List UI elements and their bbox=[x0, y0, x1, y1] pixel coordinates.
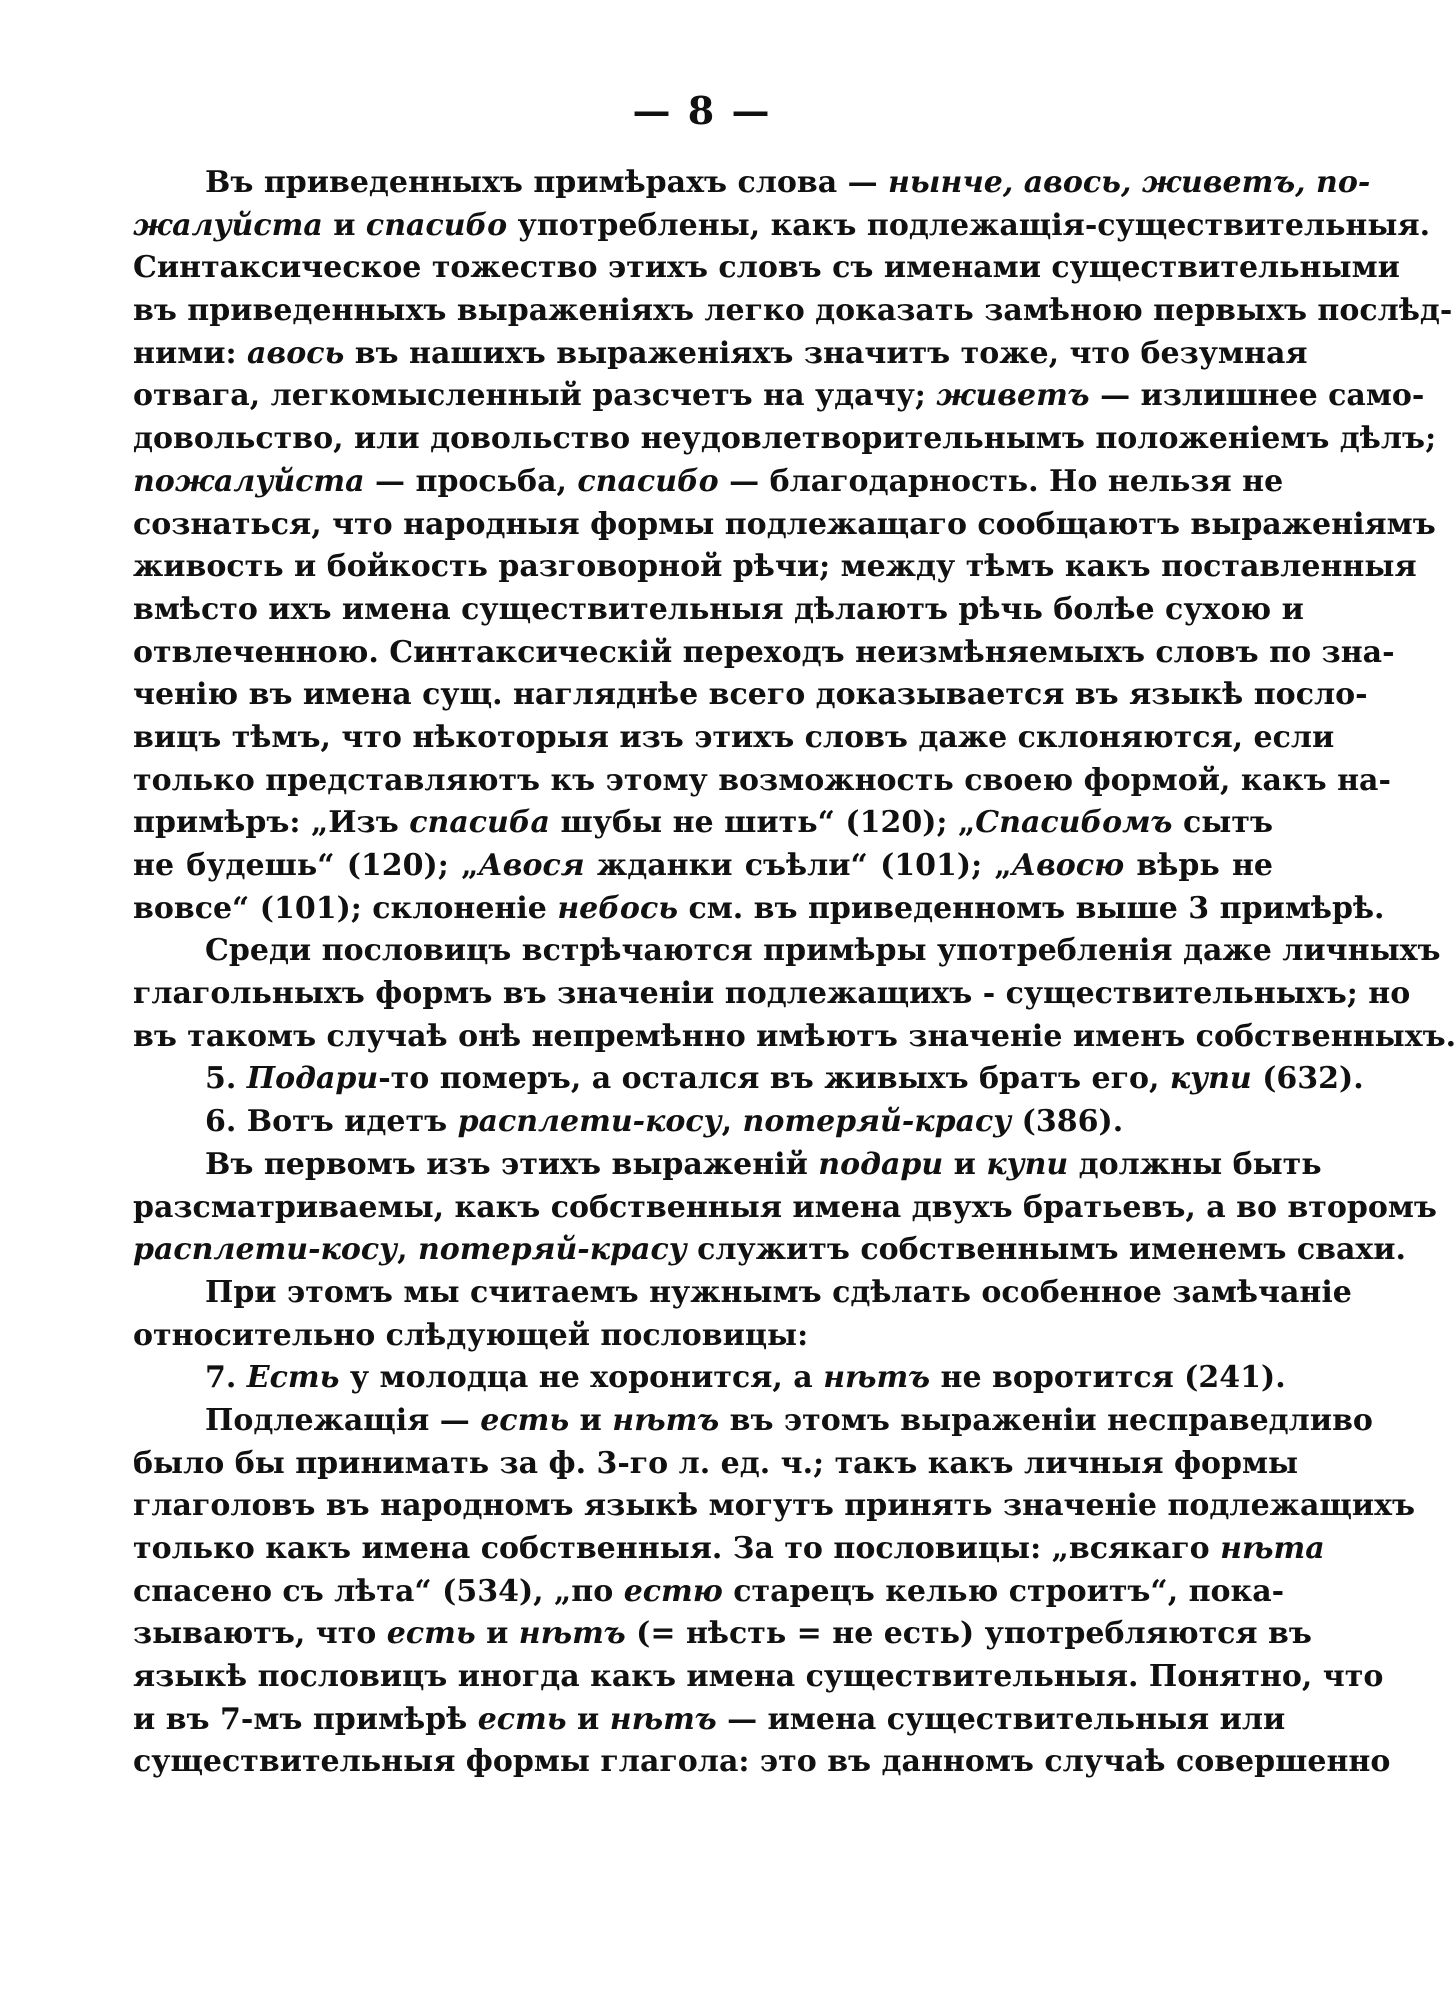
text-segment: — просьба, bbox=[364, 463, 578, 499]
italic-term: естю bbox=[623, 1573, 723, 1609]
text-segment: вицъ тѣмъ, что нѣкоторыя изъ этихъ словъ даже склоняются, если bbox=[133, 719, 1335, 755]
text-segment: и bbox=[566, 1701, 610, 1737]
text-segment: , bbox=[721, 1104, 743, 1140]
italic-term: есть bbox=[480, 1402, 570, 1438]
text-segment: зываютъ, что bbox=[133, 1616, 387, 1652]
italic-term: расплети-косу bbox=[133, 1232, 398, 1268]
text-line bbox=[133, 1613, 1312, 1656]
text-segment: и bbox=[475, 1616, 519, 1652]
italic-term: купи bbox=[1169, 1061, 1252, 1097]
italic-term: спасибо bbox=[365, 207, 508, 243]
text-segment: Среди пословицъ встрѣчаются примѣры употребленія даже личныхъ bbox=[205, 933, 1441, 969]
text-line bbox=[133, 1741, 1391, 1784]
italic-term: спасиба bbox=[409, 805, 550, 841]
text-segment: въ такомъ случаѣ онѣ непремѣнно имѣютъ значеніе именъ собственныхъ. bbox=[133, 1018, 1456, 1054]
text-segment: и въ 7-мъ примѣрѣ bbox=[133, 1701, 478, 1737]
text-segment: въ приведенныхъ выраженіяхъ легко доказать замѣною первыхъ послѣд- bbox=[133, 293, 1453, 329]
text-segment: языкѣ пословицъ иногда какъ имена существительныя. Понятно, что bbox=[133, 1659, 1384, 1695]
text-line bbox=[133, 973, 1411, 1016]
text-segment: сытъ bbox=[1172, 805, 1273, 841]
page-number: — 8 — bbox=[632, 88, 772, 133]
italic-term: Подари bbox=[246, 1061, 379, 1097]
text-line bbox=[133, 930, 1441, 973]
text-segment: и bbox=[569, 1402, 613, 1438]
text-segment: — имена существительныя или bbox=[716, 1701, 1286, 1737]
text-line bbox=[133, 1357, 1286, 1400]
text-segment: (= нѣсть = не есть) употребляются въ bbox=[625, 1616, 1312, 1652]
text-segment: было бы принимать за ф. 3-го л. ед. ч.; такъ какъ личныя формы bbox=[133, 1445, 1299, 1481]
text-line bbox=[133, 1187, 1437, 1230]
italic-term: спасибо bbox=[577, 463, 719, 499]
text-segment: глагольныхъ формъ въ значеніи подлежащихъ - существительныхъ; но bbox=[133, 976, 1411, 1012]
text-segment: употреблены, какъ подлежащія-существительныя. bbox=[507, 207, 1431, 243]
text-segment: см. въ приведенномъ выше 3 примѣрѣ. bbox=[678, 890, 1385, 926]
text-segment: ними: bbox=[133, 335, 248, 371]
text-line bbox=[133, 290, 1453, 333]
text-segment: вмѣсто ихъ имена существительныя дѣлаютъ рѣчь болѣе сухою и bbox=[133, 591, 1304, 627]
text-segment: живость и бойкость разговорной рѣчи; между тѣмъ какъ поставленныя bbox=[133, 549, 1417, 585]
italic-term: нѣтъ bbox=[823, 1360, 931, 1396]
text-segment: должны быть bbox=[1068, 1146, 1322, 1182]
italic-term: небось bbox=[557, 890, 679, 926]
italic-term: нынче, авось, живетъ, по- bbox=[888, 165, 1371, 200]
text-line bbox=[133, 1528, 1325, 1571]
text-segment: жданки съѣли“ (101); „ bbox=[584, 848, 1012, 883]
text-segment: сознаться, что народныя формы подлежащаго сообщаютъ выраженіямъ bbox=[133, 506, 1436, 542]
text-segment: -то померъ, а остался въ живыхъ братъ его, bbox=[378, 1061, 1170, 1097]
text-line bbox=[133, 375, 1425, 418]
text-segment: отвлеченною. Синтаксическій переходъ неизмѣняемыхъ словъ по зна- bbox=[133, 634, 1395, 670]
italic-term: есть bbox=[386, 1616, 476, 1652]
text-segment: и bbox=[943, 1146, 987, 1182]
italic-term: нѣтъ bbox=[612, 1402, 720, 1438]
text-line bbox=[133, 162, 1371, 205]
text-segment: только какъ имена собственныя. За то пословицы: „всякаго bbox=[133, 1531, 1221, 1566]
text-line bbox=[133, 1144, 1322, 1187]
text-segment: служитъ собственнымъ именемъ свахи. bbox=[686, 1232, 1406, 1268]
text-segment: (386). bbox=[1011, 1104, 1124, 1140]
italic-term: потеряй-красу bbox=[742, 1104, 1012, 1140]
italic-term: купи bbox=[986, 1146, 1069, 1182]
text-line bbox=[133, 888, 1385, 931]
text-segment: , bbox=[397, 1232, 418, 1268]
text-segment: не будешь“ (120); „ bbox=[133, 848, 479, 883]
text-line bbox=[133, 461, 1284, 504]
text-line bbox=[133, 1656, 1384, 1699]
text-line bbox=[133, 1400, 1373, 1443]
text-segment: Въ приведенныхъ примѣрахъ слова — bbox=[205, 165, 889, 200]
italic-term: Спасибомъ bbox=[975, 805, 1173, 841]
text-segment: 7. bbox=[205, 1360, 247, 1396]
text-segment: и bbox=[322, 207, 366, 243]
text-segment: примѣръ: „Изъ bbox=[133, 805, 410, 841]
text-segment: старецъ келью строитъ“, пока- bbox=[722, 1573, 1285, 1609]
text-segment: Подлежащія — bbox=[205, 1402, 481, 1438]
text-line bbox=[133, 247, 1400, 290]
italic-term: Есть bbox=[246, 1360, 340, 1396]
text-line bbox=[133, 1315, 1273, 1358]
text-segment: только представляютъ къ этому возможность своею формой, какъ на- bbox=[133, 762, 1391, 798]
text-line bbox=[133, 418, 1437, 461]
text-line bbox=[133, 546, 1417, 589]
text-segment: не воротится (241). bbox=[930, 1360, 1286, 1396]
text-line bbox=[133, 845, 1273, 888]
text-line bbox=[133, 205, 1431, 248]
text-segment: вовсе“ (101); склоненіе bbox=[133, 890, 558, 926]
text-line bbox=[133, 1699, 1286, 1742]
text-line bbox=[133, 1571, 1285, 1614]
text-segment: — благодарность. Но нельзя не bbox=[718, 463, 1284, 499]
text-segment: спасено съ лѣта“ (534), „по bbox=[133, 1573, 624, 1609]
italic-term: потеряй-красу bbox=[417, 1232, 687, 1268]
text-line bbox=[133, 1443, 1299, 1486]
text-line bbox=[133, 504, 1436, 547]
text-segment: — излишнее само- bbox=[1089, 378, 1425, 414]
text-line bbox=[133, 1058, 1364, 1101]
text-segment: относительно слѣдующей пословицы: bbox=[133, 1317, 809, 1353]
text-segment: довольство, или довольство неудовлетворительнымъ положеніемъ дѣлъ; bbox=[133, 421, 1437, 457]
italic-term: авось bbox=[247, 335, 345, 371]
text-segment: въ нашихъ выраженіяхъ значитъ тоже, что безумная bbox=[344, 335, 1308, 371]
text-line bbox=[133, 1485, 1416, 1528]
text-segment: отвага, легкомысленный разсчетъ на удачу; bbox=[133, 378, 937, 414]
text-line bbox=[133, 1272, 1352, 1315]
italic-term: нѣтъ bbox=[609, 1701, 717, 1737]
italic-term: нѣтъ bbox=[518, 1616, 626, 1652]
text-segment: разсматриваемы, какъ собственныя имена двухъ братьевъ, а во второмъ bbox=[133, 1189, 1437, 1225]
text-line bbox=[133, 674, 1368, 717]
italic-term: подари bbox=[818, 1146, 944, 1182]
text-segment: 5. bbox=[205, 1061, 247, 1097]
text-line bbox=[133, 1229, 1406, 1272]
text-segment: ченію въ имена сущ. нагляднѣе всего доказывается въ языкѣ посло- bbox=[133, 677, 1368, 713]
text-line bbox=[133, 802, 1273, 845]
text-line bbox=[133, 632, 1395, 675]
text-segment: Синтаксическое тожество этихъ словъ съ именами существительными bbox=[133, 250, 1400, 286]
text-segment: (632). bbox=[1251, 1061, 1364, 1097]
text-segment: у молодца не хоронится, а bbox=[339, 1360, 824, 1396]
italic-term: пожалуйста bbox=[133, 463, 365, 499]
italic-term: живетъ bbox=[936, 378, 1090, 414]
text-line bbox=[133, 717, 1335, 760]
text-line bbox=[133, 333, 1308, 376]
text-line bbox=[133, 760, 1391, 803]
text-line bbox=[133, 1016, 1456, 1059]
text-segment: въ этомъ выраженіи несправедливо bbox=[719, 1402, 1373, 1438]
italic-term: нѣта bbox=[1220, 1531, 1325, 1566]
text-segment: вѣрь не bbox=[1124, 848, 1273, 883]
italic-term: расплети-косу bbox=[457, 1104, 722, 1140]
text-segment: глаголовъ въ народномъ языкѣ могутъ принять значеніе подлежащихъ bbox=[133, 1488, 1416, 1524]
text-line bbox=[133, 1101, 1273, 1144]
text-segment: шубы не шить“ (120); „ bbox=[549, 805, 976, 841]
text-segment: При этомъ мы считаемъ нужнымъ сдѣлать особенное замѣчаніе bbox=[205, 1274, 1352, 1310]
italic-term: Авося bbox=[478, 848, 585, 883]
text-segment: Въ первомъ изъ этихъ выраженій bbox=[205, 1146, 819, 1182]
body-text bbox=[133, 162, 1456, 1784]
italic-term: Авосю bbox=[1011, 848, 1125, 883]
text-segment: 6. Вотъ идетъ bbox=[205, 1104, 458, 1140]
italic-term: есть bbox=[477, 1701, 567, 1737]
italic-term: жалуйста bbox=[133, 207, 323, 243]
text-line bbox=[133, 589, 1304, 632]
text-segment: существительныя формы глагола: это въ данномъ случаѣ совершенно bbox=[133, 1744, 1391, 1780]
